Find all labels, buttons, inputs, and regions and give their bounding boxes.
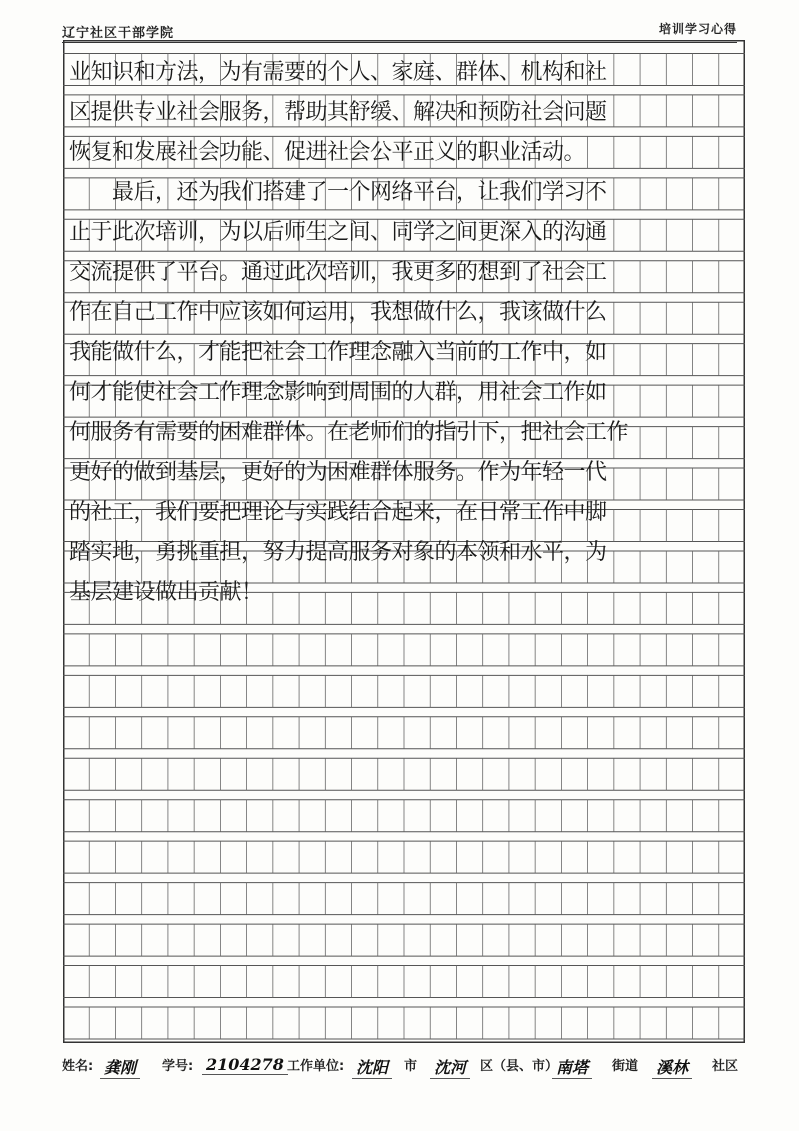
- community-label: 社区: [712, 1059, 739, 1074]
- text-line-2: 区提供专业社会服务，帮助其舒缓、解决和预防社会问题: [69, 100, 607, 125]
- street-label: 街道: [612, 1059, 639, 1074]
- document-type: 培训学习心得: [658, 22, 737, 36]
- work-unit-label: 工作单位:: [287, 1059, 345, 1074]
- institution-name: 辽宁社区干部学院: [62, 26, 175, 41]
- writing-grid: [63, 40, 745, 1043]
- text-line-8: 我能做什么，才能把社会工作理念融入当前的工作中，如: [69, 340, 607, 365]
- text-line-10: 何服务有需要的困难群体。在老师们的指引下，把社会工作: [69, 420, 629, 445]
- id-label: 学号:: [162, 1059, 194, 1074]
- text-line-4: 最后，还为我们搭建了一个网络平台，让我们学习不: [69, 180, 607, 205]
- street-value: 南塔: [552, 1055, 592, 1079]
- text-line-7: 作在自己工作中应该如何运用，我想做什么，我该做什么: [69, 300, 607, 325]
- text-line-14: 基层建设做出贡献！: [69, 580, 263, 605]
- district-label: 区（县、市）: [480, 1059, 559, 1074]
- id-value: 2104278: [202, 1055, 288, 1075]
- text-line-9: 何才能使社会工作理念影响到周围的人群，用社会工作如: [69, 380, 607, 405]
- student-info: [62, 1055, 752, 1081]
- district-value: 沈河: [430, 1055, 470, 1079]
- city-label: 市: [404, 1059, 418, 1074]
- name-value: 龚刚: [100, 1055, 140, 1079]
- text-line-5: 止于此次培训，为以后师生之间、同学之间更深入的沟通: [69, 220, 607, 245]
- text-line-11: 更好的做到基层，更好的为困难群体服务。作为年轻一代: [69, 460, 607, 485]
- text-line-13: 踏实地，勇挑重担，努力提高服务对象的本领和水平，为: [69, 540, 607, 565]
- text-line-12: 的社工，我们要把理论与实践结合起来，在日常工作中脚: [69, 500, 607, 525]
- text-line-6: 交流提供了平台。通过此次培训，我更多的想到了社会工: [69, 260, 607, 285]
- city-value: 沈阳: [352, 1055, 392, 1079]
- text-line-1: 业知识和方法，为有需要的个人、家庭、群体、机构和社: [69, 60, 607, 85]
- text-line-3: 恢复和发展社会功能、促进社会公平正义的职业活动。: [69, 140, 586, 165]
- community-value: 溪林: [652, 1055, 692, 1079]
- name-label: 姓名:: [62, 1059, 94, 1074]
